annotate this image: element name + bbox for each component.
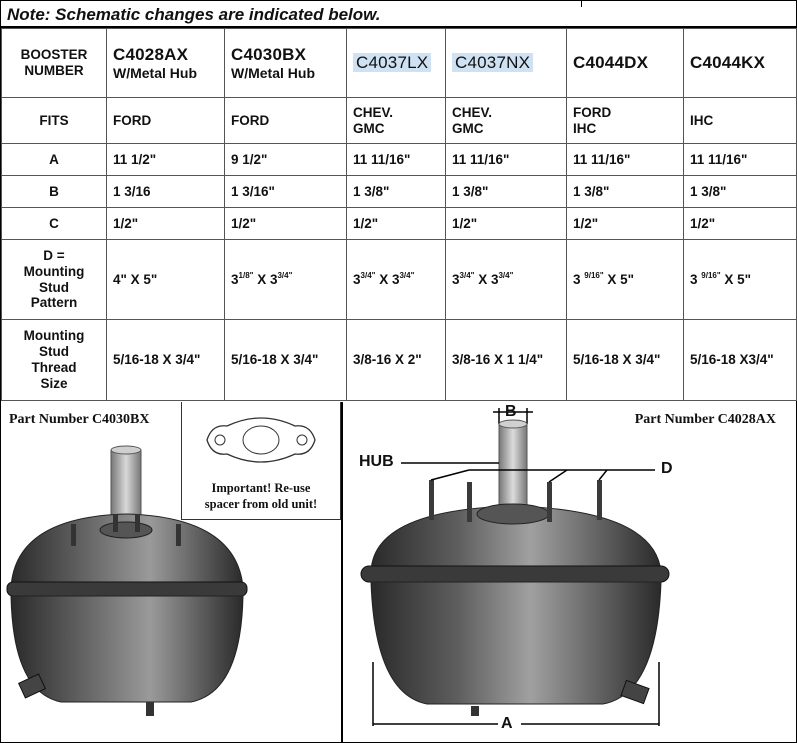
hub-label: HUB — [359, 453, 394, 470]
d-label-line: Mounting — [23, 263, 85, 279]
table-row-d — [2, 240, 797, 320]
thread-label-line: Mounting — [23, 328, 85, 344]
stud-pattern-a-frac: 3/4" — [459, 270, 475, 280]
dimension-c-cell: 1/2" — [347, 208, 446, 240]
model-number: C4044KX — [690, 52, 766, 72]
stud-pattern-a: 4" X 5" — [113, 271, 158, 287]
thread-size-cell: 5/16-18 X 3/4" — [225, 320, 347, 401]
fits-cell — [347, 98, 446, 144]
dimension-c-cell: 1/2" — [567, 208, 684, 240]
d-label-line: Stud — [39, 279, 69, 295]
fits-cell — [567, 98, 684, 144]
dimension-c-cell: 1/2" — [225, 208, 347, 240]
booster-c4028ax-illustration — [343, 402, 796, 742]
thread-size-cell: 5/16-18 X 3/4" — [567, 320, 684, 401]
d-label-line: D = — [43, 247, 65, 263]
stud-pattern-cell — [567, 240, 684, 320]
model-cell — [107, 29, 225, 98]
stud-pattern-a: 3 — [690, 271, 702, 287]
thread-size-cell: 3/8-16 X 2" — [347, 320, 446, 401]
fits-cell — [225, 98, 347, 144]
right-part-number: Part Number C4028AX — [634, 412, 776, 427]
stud-pattern-a-frac: 9/16" — [701, 270, 721, 280]
fits-make: CHEV. — [452, 104, 493, 120]
stud-pattern-a-frac: 9/16" — [584, 270, 604, 280]
stud-pattern-b-frac: 3/4" — [399, 270, 415, 280]
fits-make-2: IHC — [573, 120, 597, 136]
stud-pattern-b: X 5" — [720, 271, 752, 287]
spacer-callout — [181, 402, 341, 520]
fits-cell — [107, 98, 225, 144]
dimension-b-cell: 1 3/8" — [567, 176, 684, 208]
dimension-a-cell: 11 1/2" — [107, 144, 225, 176]
thread-label-line: Thread — [31, 360, 77, 375]
row-header-c: C — [2, 208, 107, 240]
schematic-note: Note: Schematic changes are indicated below. — [1, 1, 796, 28]
stud-pattern-cell — [684, 240, 797, 320]
model-cell — [446, 29, 567, 98]
stud-pattern-cell — [107, 240, 225, 320]
stud-pattern-b: X 3 — [474, 271, 499, 287]
fits-make: IHC — [690, 112, 714, 128]
left-illustration-panel — [1, 402, 343, 742]
header-label-booster: BOOSTER — [20, 47, 88, 63]
stud-pattern-a: 3 — [452, 271, 460, 287]
row-header-a: A — [2, 144, 107, 176]
stud-pattern-a-frac: 3/4" — [360, 270, 376, 280]
table-row-a — [2, 144, 797, 176]
row-header-b: B — [2, 176, 107, 208]
stud-pattern-b: X 3 — [375, 271, 400, 287]
left-part-number: Part Number C4030BX — [9, 412, 150, 427]
callout-line-1: Important! Re-use — [211, 481, 311, 495]
dimension-c-cell: 1/2" — [446, 208, 567, 240]
model-number: C4044DX — [573, 52, 649, 72]
table-row-b — [2, 176, 797, 208]
fits-make-2: GMC — [353, 120, 385, 136]
stud-pattern-a: 3 — [573, 271, 585, 287]
dimension-b-cell: 1 3/8" — [446, 176, 567, 208]
dimension-a-cell: 11 11/16" — [684, 144, 797, 176]
row-header-booster-number — [2, 29, 107, 98]
callout-line-2: spacer from old unit! — [204, 497, 318, 512]
model-cell — [567, 29, 684, 98]
booster-spec-table — [1, 28, 797, 401]
model-sub: W/Metal Hub — [113, 64, 197, 81]
dimension-b-cell: 1 3/16 — [107, 176, 225, 208]
spacer-icon — [182, 402, 340, 480]
header-label-number: NUMBER — [24, 63, 84, 78]
fits-make-2: GMC — [452, 120, 484, 136]
row-header-fits: FITS — [2, 98, 107, 144]
table-row-booster-number — [2, 29, 797, 98]
dimension-a-cell: 9 1/2" — [225, 144, 347, 176]
thread-label-line: Size — [40, 375, 68, 391]
dimension-b-cell: 1 3/8" — [347, 176, 446, 208]
dimension-a-cell: 11 11/16" — [446, 144, 567, 176]
stud-pattern-cell — [225, 240, 347, 320]
stud-pattern-a: 3 — [231, 271, 239, 287]
stud-pattern-a-frac: 1/8" — [238, 270, 254, 280]
dimension-label-d: D — [661, 460, 673, 477]
thread-size-cell: 3/8-16 X 1 1/4" — [446, 320, 567, 401]
row-header-d — [2, 240, 107, 320]
stud-pattern-b-frac: 3/4" — [277, 270, 293, 280]
model-cell — [684, 29, 797, 98]
model-number-highlighted: C4037NX — [452, 53, 533, 72]
model-sub: W/Metal Hub — [231, 64, 315, 81]
stud-pattern-cell — [446, 240, 567, 320]
model-number-highlighted: C4037LX — [353, 53, 431, 72]
dimension-b-cell: 1 3/8" — [684, 176, 797, 208]
table-row-fits — [2, 98, 797, 144]
model-cell — [347, 29, 446, 98]
dimension-label-b: B — [505, 403, 517, 420]
dimension-a-cell: 11 11/16" — [347, 144, 446, 176]
note-divider — [581, 1, 582, 7]
fits-make: CHEV. — [353, 104, 394, 120]
dimension-b-cell: 1 3/16" — [225, 176, 347, 208]
stud-pattern-b: X 3 — [253, 271, 278, 287]
table-row-c — [2, 208, 797, 240]
fits-cell — [446, 98, 567, 144]
fits-make: FORD — [573, 104, 612, 120]
model-cell — [225, 29, 347, 98]
fits-cell — [684, 98, 797, 144]
dimension-c-cell: 1/2" — [107, 208, 225, 240]
d-label-line: Pattern — [30, 295, 78, 311]
right-illustration-panel — [343, 402, 796, 742]
stud-pattern-b-frac: 3/4" — [498, 270, 514, 280]
thread-label-line: Stud — [39, 344, 69, 360]
thread-size-cell: 5/16-18 X3/4" — [684, 320, 797, 401]
stud-pattern-b: X 5" — [603, 271, 635, 287]
model-number: C4028AX — [113, 44, 189, 64]
thread-size-cell: 5/16-18 X 3/4" — [107, 320, 225, 401]
row-header-thread — [2, 320, 107, 401]
stud-pattern-cell — [347, 240, 446, 320]
dimension-a-cell: 11 11/16" — [567, 144, 684, 176]
fits-make: FORD — [231, 112, 270, 128]
stud-pattern-a: 3 — [353, 271, 361, 287]
table-row-thread — [2, 320, 797, 401]
illustration-area — [1, 402, 796, 742]
model-number: C4030BX — [231, 44, 307, 64]
dimension-label-a: A — [501, 715, 513, 732]
fits-make: FORD — [113, 112, 152, 128]
dimension-c-cell: 1/2" — [684, 208, 797, 240]
